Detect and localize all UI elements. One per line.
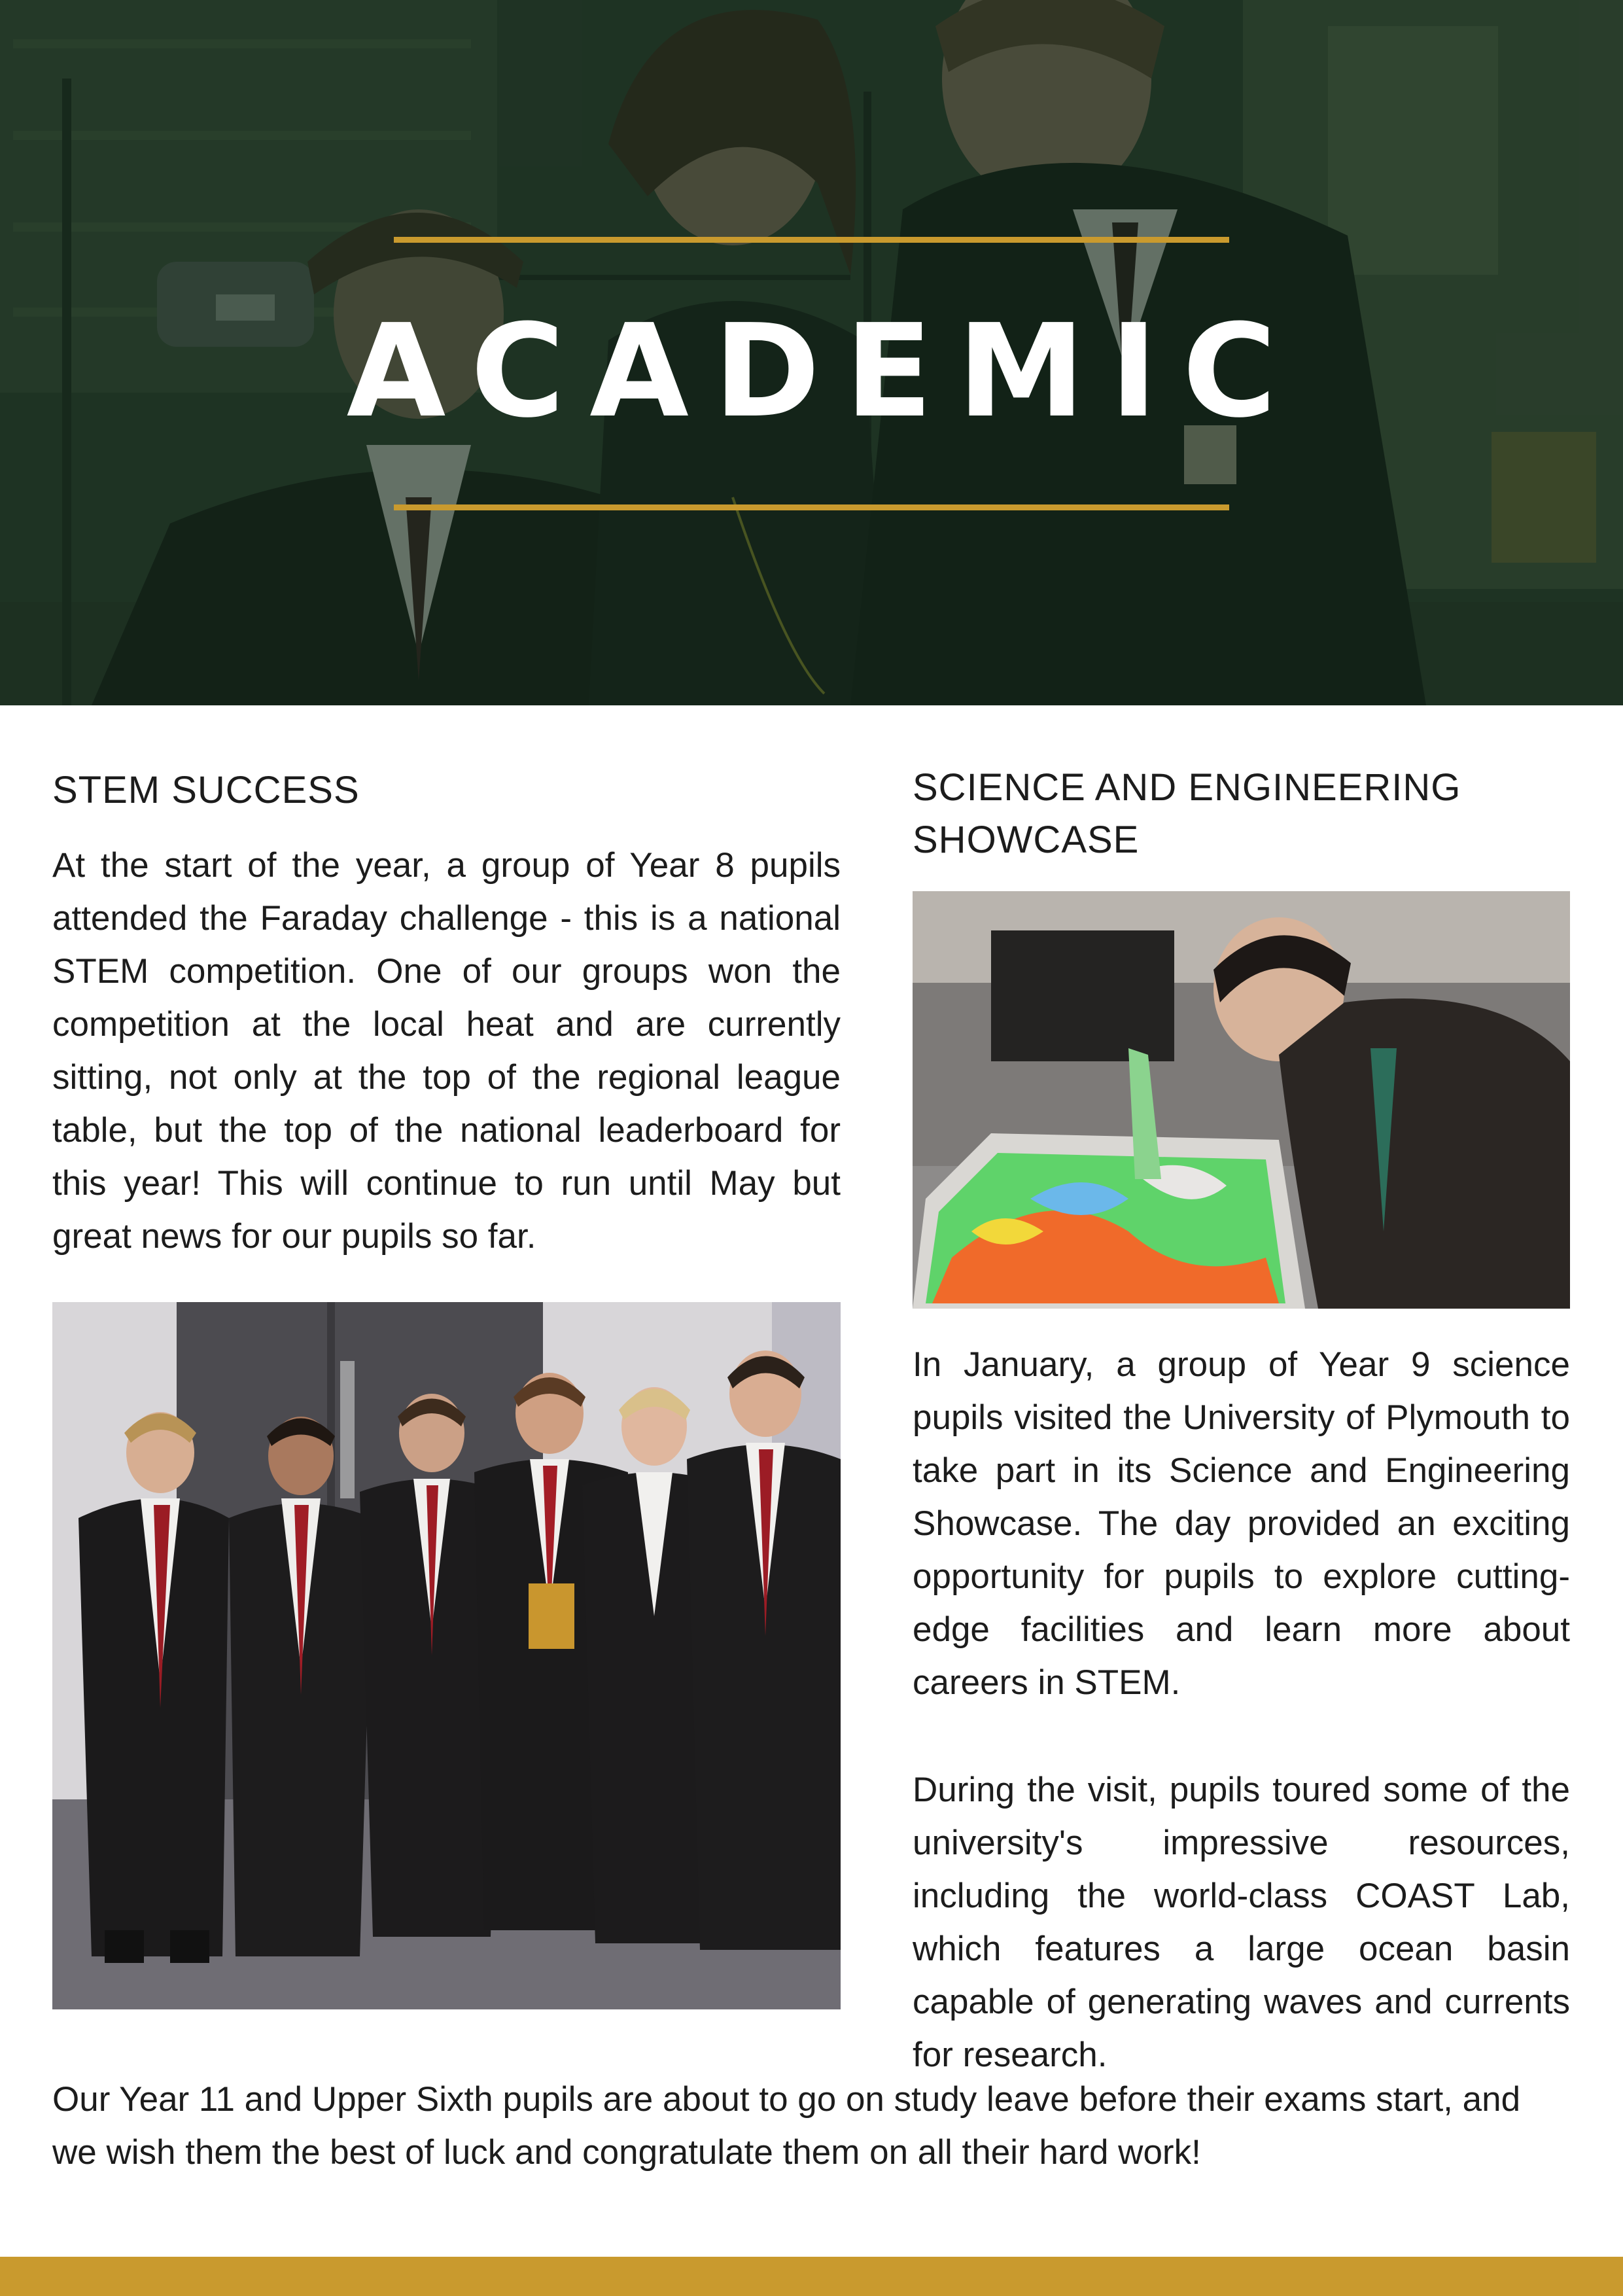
stem-team-photo [52, 1302, 841, 2009]
closing-message: Our Year 11 and Upper Sixth pupils are about to go on study leave before their exams start, and we wish them the best of luck and congratulate them on all their hard work! [52, 2080, 1521, 2172]
hero-top-rule [394, 237, 1229, 243]
stem-success-heading: STEM SUCCESS [52, 769, 360, 811]
showcase-photo [913, 891, 1570, 1309]
footer-bar [0, 2257, 1623, 2296]
showcase-paragraph-1: In January, a group of Year 9 science pupils visited the University of Plymouth to take part in its Science and Engineering Showcase. The day provided an exciting opportunity for pupils to explore cutting-edge facilities and learn more about careers in STEM. [913, 1345, 1570, 1702]
showcase-heading-line1: SCIENCE AND ENGINEERING [913, 766, 1461, 809]
stem-success-body: At the start of the year, a group of Year 8 pupils attended the Faraday challenge - this is a national STEM competition. One of our groups won the competition at the local heat and are currently sitting, not only at the top of the regional league table, but the top of the national leaderboard for this year! This will continue to run until May but great news for our pupils so far. [52, 846, 841, 1256]
hero-bottom-rule [394, 504, 1229, 510]
showcase-paragraph-2: During the visit, pupils toured some of the university's impressive resources, including the world-class COAST Lab, which features a large ocean basin capable of generating waves and currents for research. [913, 1771, 1570, 2074]
showcase-heading-line2: SHOWCASE [913, 819, 1140, 861]
hero-banner [0, 0, 1623, 705]
page-title: ACADEMIC [346, 297, 1302, 446]
